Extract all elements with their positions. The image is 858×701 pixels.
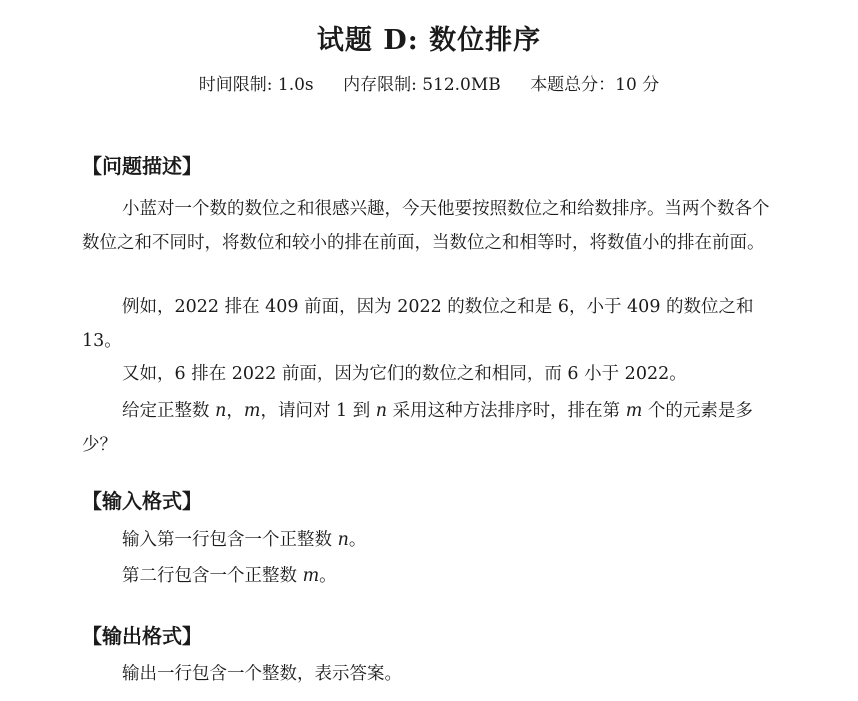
p4-prefix: 给定正整数 xyxy=(122,401,216,421)
input-line2-suffix: 。 xyxy=(319,566,337,586)
variable-n: n xyxy=(215,401,227,421)
p4-comma: ， xyxy=(226,401,244,421)
output-format-line-1: 输出一行包含一个整数，表示答案。 xyxy=(122,664,402,684)
description-paragraph-2: 例如，2022 排在 409 前面，因为 2022 的数位之和是 6，小于 409 的数位之和 13。 xyxy=(82,297,754,351)
variable-n: n xyxy=(337,530,349,550)
description-paragraph-1: 小蓝对一个数的数位之和很感兴趣，今天他要按照数位之和给数排序。当两个数各个数位之和不同时，将数位和较小的排在前面，当数位之和相等时，将数值小的排在前面。 xyxy=(82,199,770,253)
problem-title: 试题 D: 数位排序 xyxy=(316,25,542,56)
p4-mid2: 采用这种方法排序时，排在第 xyxy=(387,401,626,421)
time-limit: 时间限制: 1.0s xyxy=(198,75,314,95)
description-paragraph-4 xyxy=(82,394,777,462)
input-line1-prefix: 输入第一行包含一个正整数 xyxy=(122,530,338,550)
description-paragraph-3: 又如，6 排在 2022 前面，因为它们的数位之和相同，而 6 小于 2022。 xyxy=(122,364,687,384)
p4-mid: ，请问对 1 到 xyxy=(260,401,376,421)
input-format-line-2 xyxy=(82,559,777,593)
memory-limit: 内存限制: 512.0MB xyxy=(343,75,501,95)
total-score: 本题总分：10 分 xyxy=(530,75,660,95)
input-format-heading: 【输入格式】 xyxy=(82,489,202,513)
output-format-heading: 【输出格式】 xyxy=(82,624,202,648)
p4-suffix: 个的元素是多少？ xyxy=(82,401,753,455)
variable-n: n xyxy=(375,401,388,421)
problem-meta xyxy=(0,70,858,95)
description-heading: 【问题描述】 xyxy=(82,154,202,178)
input-line1-suffix: 。 xyxy=(348,530,367,550)
variable-m: m xyxy=(302,566,320,586)
variable-m: m xyxy=(625,401,643,421)
variable-m: m xyxy=(243,401,261,421)
input-format-line-1 xyxy=(82,523,777,557)
input-line2-prefix: 第二行包含一个正整数 xyxy=(122,566,303,586)
